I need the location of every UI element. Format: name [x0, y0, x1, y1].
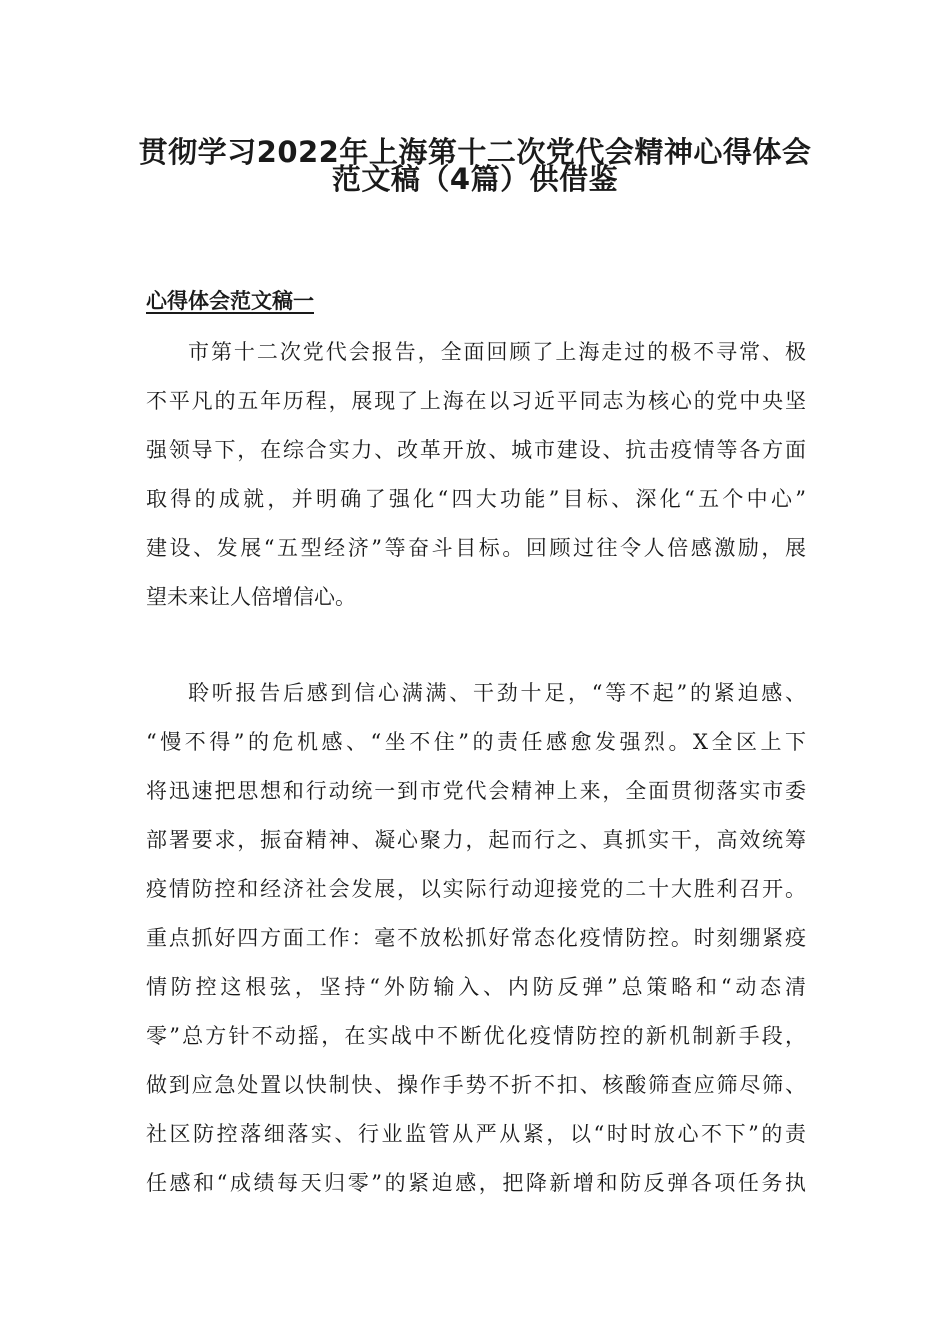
- paragraph-2-line-8: 零”总方针不动摇，在实战中不断优化疫情防控的新机制新手段，: [146, 1024, 806, 1048]
- section-heading: 心得体会范文稿一: [146, 289, 314, 313]
- paragraph-1-line-2: 不平凡的五年历程，展现了上海在以习近平同志为核心的党中央坚: [146, 389, 806, 413]
- paragraph-2-line-3: 将迅速把思想和行动统一到市党代会精神上来，全面贯彻落实市委: [146, 779, 806, 803]
- paragraph-2-line-6: 重点抓好四方面工作：毫不放松抓好常态化疫情防控。时刻绷紧疫: [146, 926, 806, 950]
- paragraph-2-line-2: “慢不得”的危机感、“坐不住”的责任感愈发强烈。X全区上下: [146, 730, 806, 754]
- paragraph-1-line-4: 取得的成就，并明确了强化“四大功能”目标、深化“五个中心”: [146, 487, 806, 511]
- paragraph-2-line-1: 聆听报告后感到信心满满、干劲十足，“等不起”的紧迫感、: [188, 681, 806, 705]
- paragraph-1-line-5: 建设、发展“五型经济”等奋斗目标。回顾过往令人倍感激励，展: [146, 536, 806, 560]
- paragraph-1-line-3: 强领导下，在综合实力、改革开放、城市建设、抗击疫情等各方面: [146, 438, 806, 462]
- document-title-line-1: 贯彻学习2022年上海第十二次党代会精神心得体会: [138, 135, 812, 169]
- paragraph-2-line-4: 部署要求，振奋精神、凝心聚力，起而行之、真抓实干，高效统筹: [146, 828, 806, 852]
- paragraph-2-line-11: 任感和“成绩每天归零”的紧迫感，把降新增和防反弹各项任务执: [146, 1171, 806, 1195]
- paragraph-1-line-6: 望未来让人倍增信心。: [146, 585, 356, 609]
- document-title-line-2: 范文稿（4篇）供借鉴: [331, 162, 619, 196]
- paragraph-2-line-9: 做到应急处置以快制快、操作手势不折不扣、核酸筛查应筛尽筛、: [146, 1073, 806, 1097]
- paragraph-2-line-5: 疫情防控和经济社会发展，以实际行动迎接党的二十大胜利召开。: [146, 877, 806, 901]
- paragraph-1-line-1: 市第十二次党代会报告，全面回顾了上海走过的极不寻常、极: [188, 340, 806, 364]
- paragraph-2-line-10: 社区防控落细落实、行业监管从严从紧，以“时时放心不下”的责: [146, 1122, 806, 1146]
- paragraph-2-line-7: 情防控这根弦，坚持“外防输入、内防反弹”总策略和“动态清: [146, 975, 806, 999]
